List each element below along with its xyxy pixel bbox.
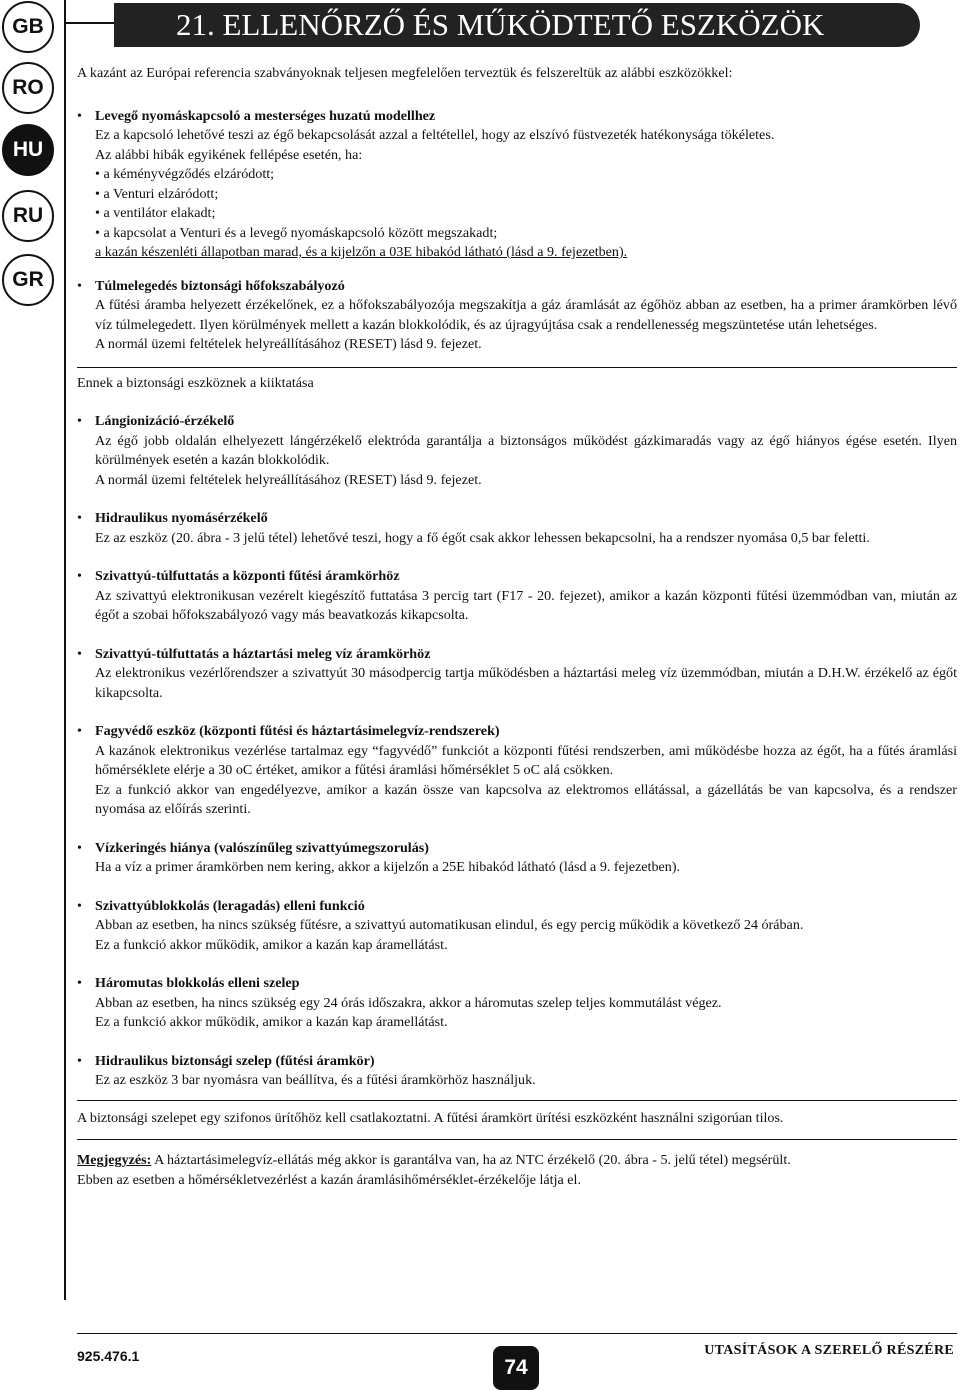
note-line-1 [77,1151,957,1171]
section-heading: Szivattyúblokkolás (leragadás) elleni funkció [95,897,365,914]
footer-title: UTASÍTÁSOK A SZERELŐ RÉSZÉRE [704,1343,954,1358]
content [77,64,957,1190]
section-pump-overrun-heating [77,567,957,626]
section-heading: Hidraulikus nyomásérzékelő [95,510,268,526]
document-code: 925.476.1 [77,1348,140,1364]
section-three-way-valve [77,974,957,1033]
disable-note: Ennek a biztonsági eszköznek a kiiktatása [77,374,314,391]
section-text: Az elektronikus vezérlőrendszer a szivattyút 30 másodpercig tartja működésben a háztartási meleg víz üzemmódban, miután a D.H.W. érzékelő az égőt kikapcsolta. [95,665,957,701]
section-text: Az alábbi hibák egyikének fellépése esetén, ha: [95,146,363,163]
section-heading: Háromutas blokkolás elleni szelep [95,975,300,991]
list-item: • a kapcsolat a Venturi és a levegő nyomáskapcsoló között megszakadt; [95,224,498,241]
footer-line [77,1333,957,1334]
lang-tab-ru[interactable]: RU [2,190,54,242]
bullet: • [77,975,82,991]
section-text: Abban az esetben, ha nincs szükség egy 24 órás időszakra, akkor a háromutas szelep teljes kommutálást végez. [95,994,722,1011]
bullet: • [77,723,82,739]
section-hydraulic-pressure-sensor [77,509,957,548]
section-text: Ha a víz a primer áramkörben nem kering, akkor a kijelzőn a 25E hibakód látható (lásd a 9. fejezetben). [95,859,681,875]
bullet: • [77,897,82,914]
section-text: A normál üzemi feltételek helyreállításához (RESET) lásd 9. fejezet. [95,471,482,488]
list-item: • a ventilátor elakadt; [95,205,216,221]
intro-text: A kazánt az Európai referencia szabványoknak teljesen megfelelően terveztük és felszereltük az alábbi eszközökkel: [77,65,733,81]
section-heading: Fagyvédő eszköz (központi fűtési és háztartásimelegvíz-rendszerek) [95,723,500,739]
section-heading: Lángionizáció-érzékelő [95,413,235,429]
list-item: • a Venturi elzáródott; [95,185,219,202]
section-text: A kazánok elektronikus vezérlése tartalmaz egy “fagyvédő” funkciót a központi fűtési rendszerben, ami működésbe hozza az égőt, ha a fűtés áramlási hőmérséklete elérje a 30 oC értéket, amikor a fűtési áramlási hőmérséklet 5 oC alá csökken. [95,742,957,778]
section-heading: Szivattyú-túlfuttatás a háztartási meleg víz áramkörhöz [95,645,431,662]
bullet: • [77,839,82,856]
bullet: • [77,568,82,584]
section-heading: Hidraulikus biztonsági szelep (fűtési áramkör) [95,1052,375,1069]
note-label: Megjegyzés: [77,1152,152,1168]
section-text: Ez a funkció akkor működik, amikor a kazán kap áramellátást. [95,936,448,953]
section-text: Az égő jobb oldalán elhelyezett lángérzékelő elektróda garantálja a biztonságos működést gázkimaradás vagy az égő hiányos égése esetén. Ilyen körülmények esetén a kazán blokkolódik. [95,432,957,468]
bullet: • [77,645,82,662]
bullet: • [77,413,82,429]
section-text: A fűtési áramba helyezett érzékelőnek, ez a hőfokszabályozója megszakítja a gáz áramlását az égőhöz abban az esetben, ha a primer áramkörben lévő víz túlmelegedett. Ilyen körülmények mellett a kazán blokkolódik, és az újragyújtása csak a rendellenesség megszüntetése után lehetséges. [95,297,957,333]
section-text: Ez az eszköz 3 bar nyomásra van beállítva, és a fűtési áramkörhöz használjuk. [95,1072,536,1088]
section-no-circulation [77,839,957,878]
siphon-note: A biztonsági szelepet egy szifonos ürítőhöz kell csatlakoztatni. A fűtési áramkört ürítési eszközként használni szigorúan tilos. [77,1109,784,1126]
section-heading: Vízkeringés hiánya (valószínűleg szivattyúmegszorulás) [95,839,429,856]
bullet: • [77,510,82,526]
note-text: A háztartásimelegvíz-ellátás még akkor is garantálva van, ha az NTC érzékelő (20. ábra - 5. jelű tétel) megsérült. [151,1152,791,1168]
section-text: Ez a kapcsoló lehetővé teszi az égő bekapcsolását azzal a feltétellel, hogy az elszívó füstvezeték hatékonysága tökéletes. [95,127,775,143]
list-item: • a kéményvégződés elzáródott; [95,166,275,182]
section-pump-overrun-dhw [77,645,957,704]
section-text: Az szivattyú elektronikusan vezérelt kiegészítő futtatása 3 percig tart (F17 - 20. fejezet), amikor a kazán központi fűtési üzemmódban van, miután az égőt a szobai hőfokszabályozó vagy más beavatkozás kikapcsolta. [95,587,957,623]
section-safety-valve [77,1052,957,1091]
section-heading: Túlmelegedés biztonsági hőfokszabályozó [95,277,345,294]
section-air-pressure-switch [77,107,957,263]
note-line-2: Ebben az esetben a hőmérsékletvezérlést a kazán áramlásihőmérséklet-érzékelője látja el. [77,1171,581,1188]
lang-tab-ro[interactable]: RO [2,62,54,114]
page-number: 74 [493,1346,539,1390]
section-text: Abban az esetben, ha nincs szükség fűtésre, a szivattyú automatikusan elindul, és egy percig működik a következő 24 órában. [95,917,804,933]
section-flame-sensor [77,412,957,490]
margin-line [64,0,66,1300]
bullet: • [77,107,82,124]
bullet: • [77,1052,82,1069]
lang-tab-gb[interactable]: GB [2,1,54,53]
section-text: Ez a funkció akkor van engedélyezve, amikor a kazán össze van kapcsolva az elektromos ellátással, a gázellátás be van kapcsolva, és a rendszer nyomása az előírás szerinti. [95,781,957,817]
section-overheat-thermostat [77,277,957,355]
section-text: a kazán készenléti állapotban marad, és a kijelzőn a 03E hibakód látható (lásd a 9. fejezetben). [95,244,628,260]
divider [77,367,957,368]
section-text: Ez az eszköz (20. ábra - 3 jelű tétel) lehetővé teszi, hogy a fő égőt csak akkor lehessen bekapcsolni, ha a rendszer nyomása 0,5 bar feletti. [95,529,870,546]
bullet: • [77,277,82,294]
page-title: 21. ELLENŐRZŐ ÉS MŰKÖDTETŐ ESZKÖZÖK [114,3,920,47]
section-heading: Szivattyú-túlfuttatás a központi fűtési áramkörhöz [95,568,400,584]
section-text: A normál üzemi feltételek helyreállításához (RESET) lásd 9. fejezet. [95,336,482,352]
section-text: Ez a funkció akkor működik, amikor a kazán kap áramellátást. [95,1014,448,1030]
lang-tab-gr[interactable]: GR [2,254,54,306]
section-heading: Levegő nyomáskapcsoló a mesterséges huzatú modellhez [95,107,436,124]
section-frost-protection [77,722,957,820]
divider [77,1139,957,1140]
divider [77,1100,957,1101]
lang-tab-hu[interactable]: HU [2,124,54,176]
section-pump-antiblock [77,897,957,956]
